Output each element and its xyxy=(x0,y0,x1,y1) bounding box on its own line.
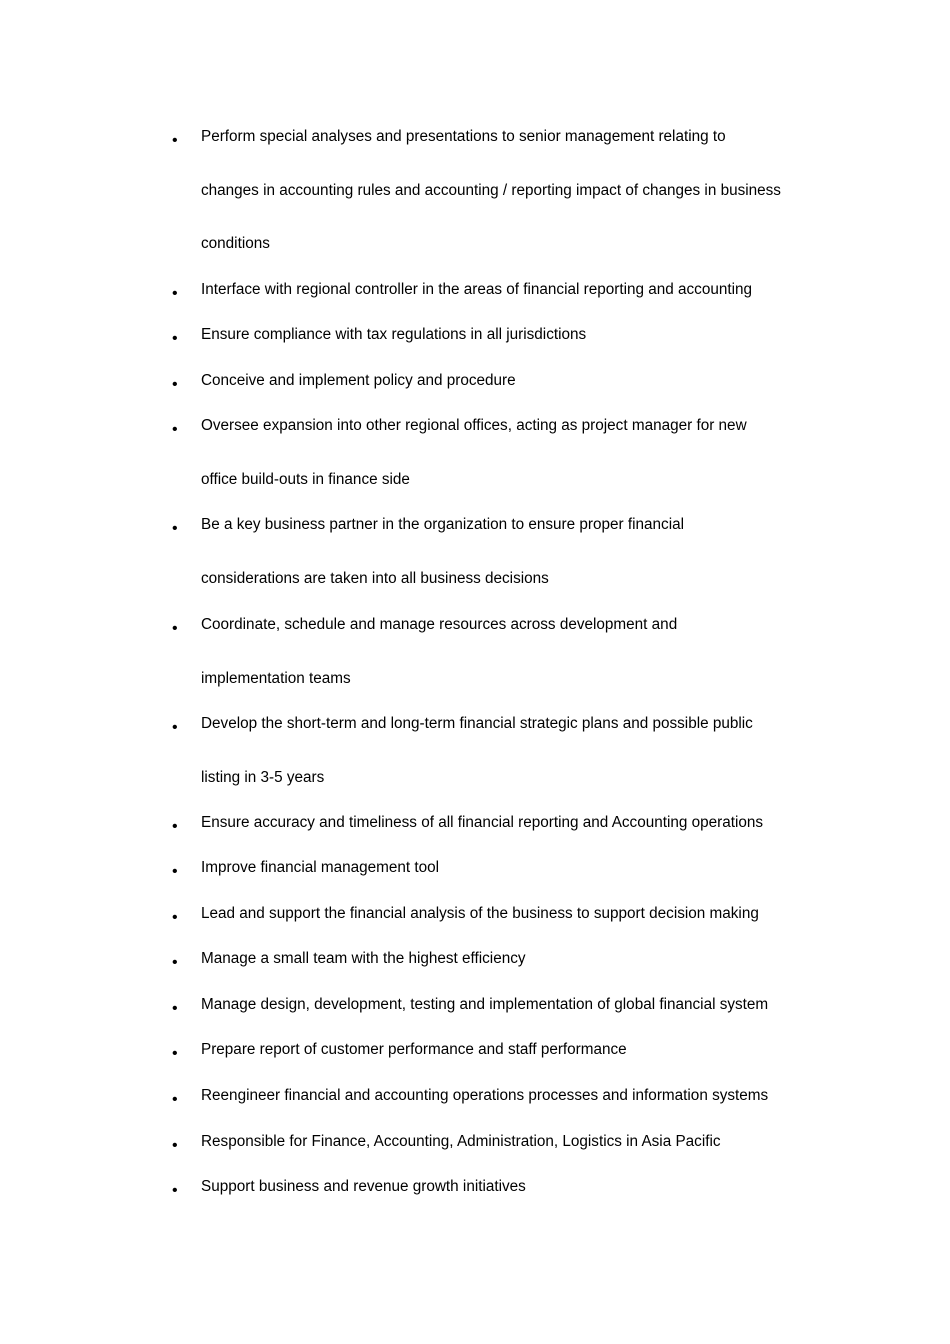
list-item-line: Coordinate, schedule and manage resources across development and xyxy=(201,616,678,633)
bullet-icon xyxy=(172,133,178,148)
bullet-icon xyxy=(172,331,178,346)
list-item-line: Interface with regional controller in the areas of financial reporting and accounting xyxy=(201,281,753,298)
bullet-icon xyxy=(172,819,178,834)
list-item-line: office build-outs in finance side xyxy=(201,471,410,488)
list-item-line: conditions xyxy=(201,235,270,252)
list-item-line: considerations are taken into all business decisions xyxy=(201,570,549,587)
list-item-line: Improve financial management tool xyxy=(201,859,440,876)
list-item-line: Prepare report of customer performance and staff performance xyxy=(201,1041,627,1058)
list-item-line: Develop the short-term and long-term financial strategic plans and possible public xyxy=(201,715,753,732)
bullet-icon xyxy=(172,720,178,735)
bullet-icon xyxy=(172,1092,178,1107)
bullet-icon xyxy=(172,955,178,970)
list-item-line: Conceive and implement policy and procedure xyxy=(201,372,516,389)
bullet-icon xyxy=(172,422,178,437)
bullet-icon xyxy=(172,377,178,392)
list-item-line: Be a key business partner in the organization to ensure proper financial xyxy=(201,516,684,533)
bullet-icon xyxy=(172,286,178,301)
bullet-icon xyxy=(172,521,178,536)
list-item-line: Manage a small team with the highest efficiency xyxy=(201,950,526,967)
list-item-line: implementation teams xyxy=(201,670,351,687)
bullet-icon xyxy=(172,1046,178,1061)
list-item-line: Support business and revenue growth initiatives xyxy=(201,1178,526,1195)
list-item-line: Manage design, development, testing and implementation of global financial system xyxy=(201,996,769,1013)
list-item-line: listing in 3-5 years xyxy=(201,769,325,786)
list-item-line: Perform special analyses and presentations to senior management relating to xyxy=(201,128,726,145)
list-item-line: Oversee expansion into other regional offices, acting as project manager for new xyxy=(201,417,747,434)
list-item-line: changes in accounting rules and accounting / reporting impact of changes in business xyxy=(201,182,781,199)
bullet-icon xyxy=(172,1183,178,1198)
list-item-line: Lead and support the financial analysis of the business to support decision making xyxy=(201,905,759,922)
bullet-icon xyxy=(172,621,178,636)
bullet-icon xyxy=(172,1138,178,1153)
list-item-line: Responsible for Finance, Accounting, Administration, Logistics in Asia Pacific xyxy=(201,1133,721,1150)
bullet-icon xyxy=(172,1001,178,1016)
list-item-line: Ensure compliance with tax regulations in all jurisdictions xyxy=(201,326,587,343)
bullet-icon xyxy=(172,910,178,925)
list-item-line: Ensure accuracy and timeliness of all financial reporting and Accounting operations xyxy=(201,814,764,831)
bullet-icon xyxy=(172,864,178,879)
list-item-line: Reengineer financial and accounting operations processes and information systems xyxy=(201,1087,769,1104)
